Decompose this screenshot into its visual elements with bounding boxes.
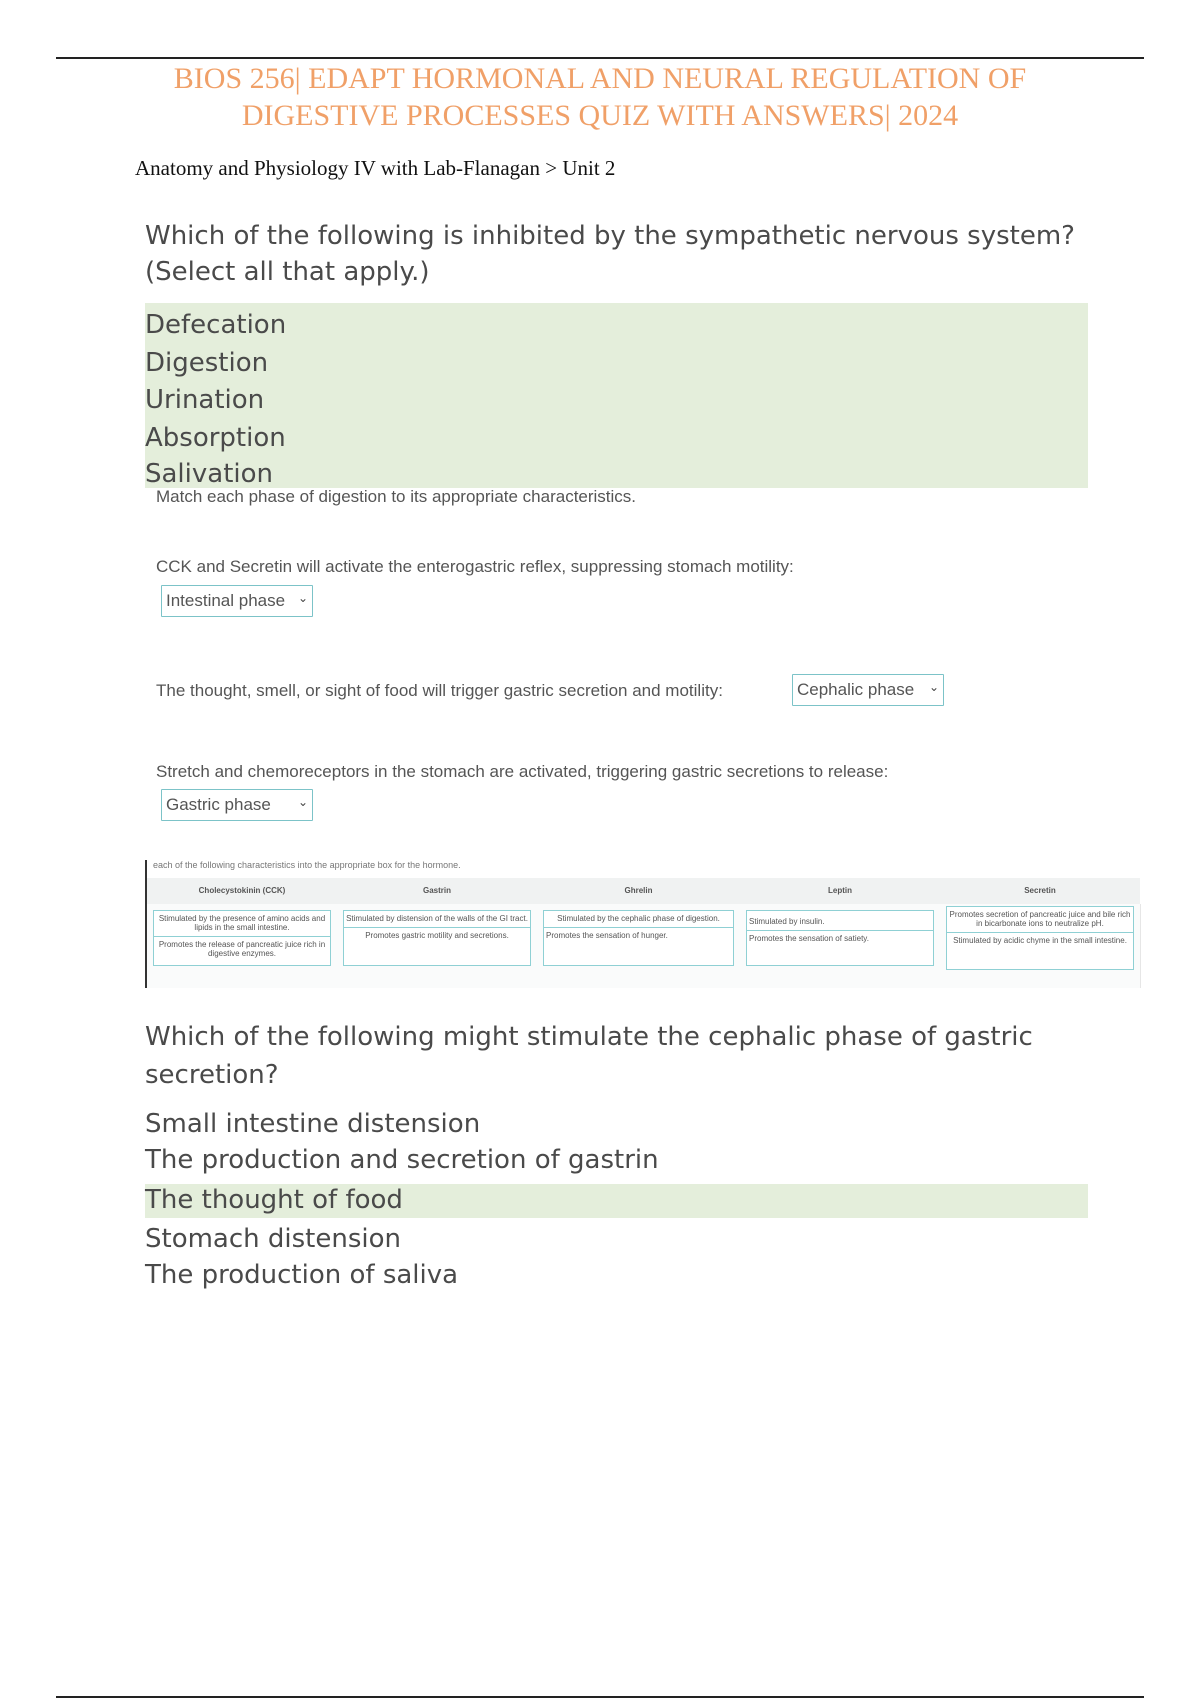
q1-option-salivation[interactable]: Salivation — [145, 459, 274, 489]
question-2-instruction: Match each phase of digestion to its appropriate characteristics. — [156, 487, 637, 506]
column-header-gastrin: Gastrin — [337, 878, 537, 904]
chevron-down-icon: ⌄ — [297, 591, 308, 605]
draggable-item[interactable]: Promotes the sensation of satiety. — [749, 934, 869, 943]
q2-item-2-text: The thought, smell, or sight of food will trigger gastric secretion and motility: — [156, 681, 723, 700]
q2-item-1-select[interactable] — [161, 585, 313, 617]
hormone-drag-drop-table — [145, 860, 1131, 988]
title-line-2: DIGESTIVE PROCESSES QUIZ WITH ANSWERS| 2024 — [241, 99, 959, 132]
q2-item-2-selected-value: Cephalic phase — [797, 680, 915, 699]
draggable-item[interactable]: Promotes gastric motility and secretions. — [365, 931, 509, 940]
drop-column-cck — [147, 904, 338, 988]
q3-option-stomach-distension[interactable]: Stomach distension — [145, 1224, 402, 1254]
drop-column-gastrin — [337, 904, 538, 988]
q1-option-digestion[interactable]: Digestion — [145, 348, 269, 378]
q1-option-urination[interactable]: Urination — [145, 385, 265, 415]
q3-option-thought-of-food[interactable]: The thought of food — [145, 1185, 403, 1215]
drop-column-leptin — [740, 904, 941, 988]
q1-option-absorption[interactable]: Absorption — [145, 423, 286, 453]
drop-zone-leptin[interactable] — [746, 910, 934, 966]
title-line-1: BIOS 256| EDAPT HORMONAL AND NEURAL REGULATION OF — [173, 62, 1027, 95]
drop-zone-cck[interactable] — [153, 910, 331, 966]
chevron-down-icon: ⌄ — [928, 680, 939, 694]
question-3-text: Which of the following might stimulate the cephalic phase of gastric secretion? — [145, 1022, 1033, 1090]
q2-item-1-selected-value: Intestinal phase — [166, 591, 286, 610]
breadcrumb: Anatomy and Physiology IV with Lab-Flanagan > Unit 2 — [135, 156, 616, 180]
q2-item-2-select[interactable] — [792, 674, 944, 706]
bottom-rule — [56, 1696, 1144, 1698]
draggable-item[interactable]: Promotes secretion of pancreatic juice and bile rich in bicarbonate ions to neutralize pH. — [949, 910, 1131, 928]
column-header-ghrelin: Ghrelin — [537, 878, 740, 904]
draggable-item[interactable]: Stimulated by distension of the walls of the GI tract. — [346, 914, 528, 923]
drop-zone-ghrelin[interactable] — [543, 910, 734, 966]
draggable-item[interactable]: Promotes the release of pancreatic juice rich in digestive enzymes. — [158, 940, 326, 958]
drop-column-secretin — [940, 904, 1141, 988]
q3-option-saliva-production[interactable]: The production of saliva — [145, 1260, 459, 1290]
column-header-secretin: Secretin — [940, 878, 1140, 904]
drop-zone-secretin[interactable] — [946, 906, 1134, 970]
draggable-item[interactable]: Stimulated by the presence of amino acids and lipids in the small intestine. — [158, 914, 326, 932]
q2-item-3-selected-value: Gastric phase — [166, 795, 271, 814]
q2-item-3-select[interactable] — [161, 789, 313, 821]
drag-drop-caption: each of the following characteristics into the appropriate box for the hormone. — [153, 860, 461, 870]
question-1-text: Which of the following is inhibited by the sympathetic nervous system? (Select all that apply.) — [145, 221, 1075, 287]
document-title — [56, 60, 1144, 134]
drop-zone-gastrin[interactable] — [343, 910, 531, 966]
question-1-answer-highlight — [145, 303, 1088, 488]
draggable-item[interactable]: Promotes the sensation of hunger. — [546, 931, 668, 940]
chevron-down-icon: ⌄ — [297, 795, 308, 809]
q2-item-1-text: CCK and Secretin will activate the enterogastric reflex, suppressing stomach motility: — [156, 557, 794, 576]
column-header-cck: Cholecystokinin (CCK) — [147, 878, 337, 904]
q3-option-gastrin-production[interactable]: The production and secretion of gastrin — [145, 1145, 659, 1175]
draggable-item[interactable]: Stimulated by insulin. — [749, 917, 825, 926]
q1-option-defecation[interactable]: Defecation — [145, 310, 287, 340]
draggable-item[interactable]: Stimulated by acidic chyme in the small intestine. — [953, 936, 1127, 945]
q3-option-small-intestine-distension[interactable]: Small intestine distension — [145, 1109, 481, 1139]
drop-column-ghrelin — [537, 904, 741, 988]
draggable-item[interactable]: Stimulated by the cephalic phase of digestion. — [557, 914, 720, 923]
column-header-leptin: Leptin — [740, 878, 940, 904]
q2-item-3-text: Stretch and chemoreceptors in the stomach are activated, triggering gastric secretions to release: — [156, 762, 889, 781]
top-rule — [56, 57, 1144, 59]
